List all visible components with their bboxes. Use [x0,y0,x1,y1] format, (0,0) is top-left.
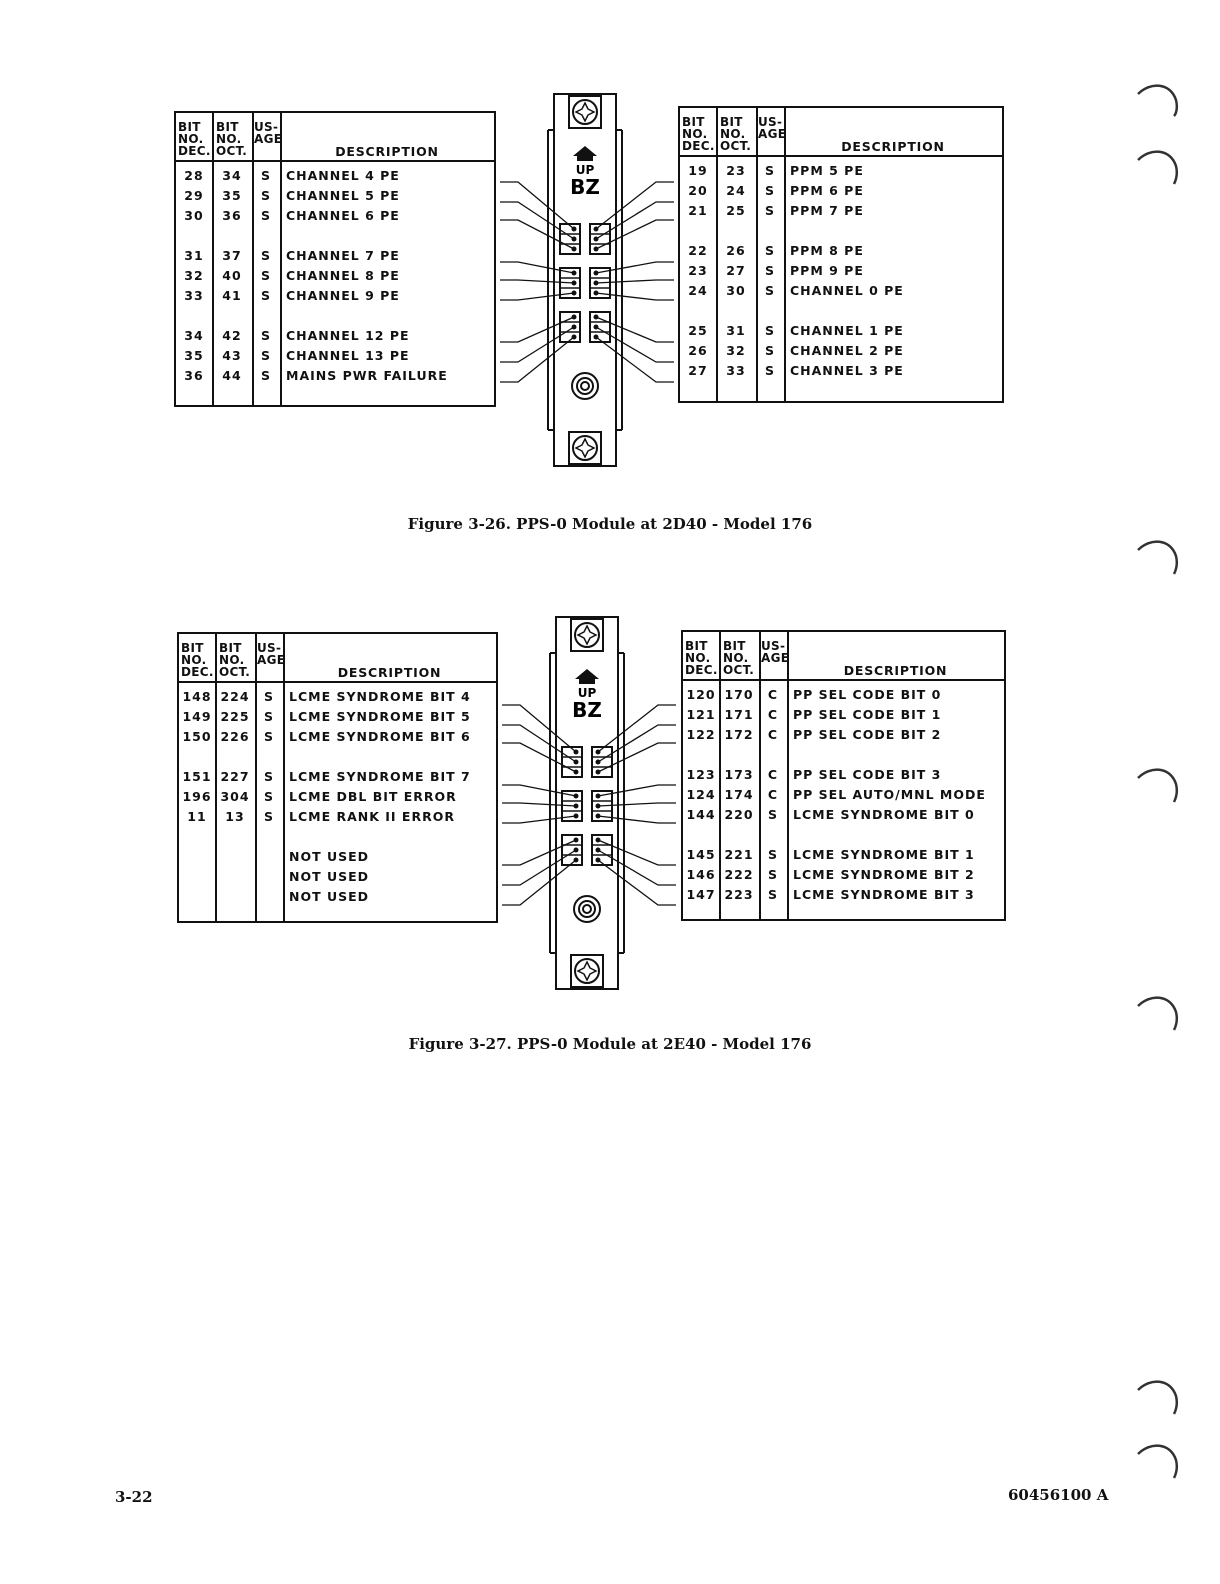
usage-cell: S [764,343,775,358]
bit-dec-header: BIT NO. DEC. [181,641,214,679]
usage-cell: S [263,789,274,804]
usage-cell: S [767,807,778,822]
description-cell: CHANNEL 12 PE [286,328,410,343]
bit-dec-cell: 20 [688,183,708,198]
bit-dec-cell: 33 [184,288,204,303]
bit-dec-cell: 123 [686,767,716,782]
bit-oct-cell: 23 [726,163,746,178]
bit-oct-cell: 226 [220,729,250,744]
table-row [176,208,494,226]
bit-dec-cell: 26 [688,343,708,358]
description-header: DESCRIPTION [843,663,948,678]
figure-3-26-right-table [678,106,1004,403]
usage-cell: C [767,707,779,722]
table-row [680,343,1002,361]
leader-line [500,280,574,283]
description-cell: PP SEL AUTO/MNL MODE [793,787,986,802]
connector-block-left [562,835,582,865]
bit-dec-cell: 124 [686,787,716,802]
table-row [683,807,1004,825]
description-cell: PPM 5 PE [790,163,864,178]
table-row [179,769,496,787]
description-cell: CHANNEL 9 PE [286,288,400,303]
leader-line [596,280,674,283]
hex-nut-icon [572,373,598,399]
table-row [683,727,1004,745]
table-row [683,887,1004,905]
usage-cell: S [263,809,274,824]
table-row [680,203,1002,221]
bit-dec-cell: 35 [184,348,204,363]
table-row [680,283,1002,301]
bit-dec-cell: 122 [686,727,716,742]
bit-dec-cell: 19 [688,163,708,178]
bit-oct-cell: 37 [222,248,242,263]
description-cell: CHANNEL 4 PE [286,168,400,183]
table-row [680,263,1002,281]
description-cell: PP SEL CODE BIT 1 [793,707,942,722]
table-row [176,348,494,366]
header-divider [176,160,494,162]
bit-oct-header: BIT NO. OCT. [723,639,755,677]
bit-dec-cell: 30 [184,208,204,223]
bit-oct-cell: 40 [222,268,242,283]
bit-oct-cell: 224 [220,689,250,704]
bit-oct-cell: 225 [220,709,250,724]
description-cell: PP SEL CODE BIT 0 [793,687,942,702]
usage-cell: S [764,183,775,198]
description-cell: CHANNEL 2 PE [790,343,904,358]
figure-3-27-caption: Figure 3-27. PPS-0 Module at 2E40 - Model 176 [408,1035,812,1053]
bit-dec-cell: 36 [184,368,204,383]
screw-icon [569,432,601,464]
figure-3-27-connector-diagram [498,613,680,993]
table-row [680,163,1002,181]
bit-dec-cell: 148 [182,689,212,704]
usage-cell: S [260,368,271,383]
bit-dec-header: BIT NO. DEC. [685,639,718,677]
usage-cell: S [764,323,775,338]
leader-line [598,803,676,806]
bit-dec-cell: 147 [686,887,716,902]
description-header: DESCRIPTION [841,139,945,154]
table-row [176,168,494,186]
page-number: 3-22 [115,1488,153,1506]
usage-header: US- AGE [257,641,286,667]
usage-cell: S [767,887,778,902]
bit-dec-cell: 121 [686,707,716,722]
bit-oct-cell: 24 [726,183,746,198]
bit-oct-cell: 171 [724,707,754,722]
leader-line [500,337,574,382]
usage-cell: S [260,248,271,263]
usage-cell: C [767,787,779,802]
figure-3-27-right-table [681,630,1006,921]
bit-dec-cell: 29 [184,188,204,203]
bit-oct-cell: 304 [220,789,250,804]
bit-oct-cell: 227 [220,769,250,784]
bit-oct-cell: 35 [222,188,242,203]
bit-dec-cell: 28 [184,168,204,183]
usage-header: US- AGE [758,115,787,141]
description-cell: LCME SYNDROME BIT 3 [793,887,975,902]
bit-oct-cell: 25 [726,203,746,218]
description-cell: LCME SYNDROME BIT 1 [793,847,975,862]
description-cell: CHANNEL 1 PE [790,323,904,338]
table-row [179,729,496,747]
bit-oct-cell: 31 [726,323,746,338]
table-row [683,767,1004,785]
table-row [680,243,1002,261]
bit-oct-header: BIT NO. OCT. [219,641,251,679]
bit-dec-cell: 196 [182,789,212,804]
usage-cell: S [764,283,775,298]
usage-cell: S [764,363,775,378]
bit-oct-cell: 223 [724,887,754,902]
usage-cell: S [764,263,775,278]
figure-3-26-connector-diagram [496,90,678,470]
bit-dec-cell: 11 [187,809,207,824]
description-cell: CHANNEL 6 PE [286,208,400,223]
bit-dec-cell: 149 [182,709,212,724]
screw-icon [571,619,603,651]
leader-line [500,317,574,342]
usage-cell: S [263,729,274,744]
leader-line [500,182,574,229]
bit-oct-cell: 42 [222,328,242,343]
table-row [179,849,496,867]
usage-cell: S [263,769,274,784]
description-cell: CHANNEL 13 PE [286,348,410,363]
description-cell: MAINS PWR FAILURE [286,368,448,383]
leader-line [502,860,576,905]
bit-dec-cell: 21 [688,203,708,218]
description-cell: LCME SYNDROME BIT 0 [793,807,975,822]
bit-oct-cell: 30 [726,283,746,298]
usage-cell: S [260,348,271,363]
description-cell: LCME DBL BIT ERROR [289,789,457,804]
connector-block-right [590,224,610,254]
bit-dec-cell: 22 [688,243,708,258]
up-label: UP [577,686,597,700]
bit-dec-header: BIT NO. DEC. [682,115,715,153]
description-cell: LCME SYNDROME BIT 5 [289,709,471,724]
description-cell: PP SEL CODE BIT 2 [793,727,942,742]
description-cell: PPM 7 PE [790,203,864,218]
bit-oct-cell: 44 [222,368,242,383]
usage-cell: S [260,168,271,183]
table-row [683,687,1004,705]
usage-cell: S [260,268,271,283]
bit-oct-cell: 43 [222,348,242,363]
description-cell: PP SEL CODE BIT 3 [793,767,942,782]
table-row [680,363,1002,381]
description-header: DESCRIPTION [335,144,439,159]
leader-line [596,317,674,342]
usage-cell: S [260,208,271,223]
bit-oct-cell: 170 [724,687,754,702]
bit-dec-cell: 150 [182,729,212,744]
bit-dec-cell: 151 [182,769,212,784]
table-row [683,847,1004,865]
description-cell: CHANNEL 3 PE [790,363,904,378]
description-cell: LCME SYNDROME BIT 6 [289,729,471,744]
leader-line [598,860,676,905]
table-row [176,328,494,346]
table-row [680,183,1002,201]
connector-block-right [592,747,612,777]
table-row [179,869,496,887]
bit-oct-cell: 174 [724,787,754,802]
description-cell: PPM 9 PE [790,263,864,278]
bit-oct-cell: 221 [724,847,754,862]
connector-block-right [590,312,610,342]
bit-dec-cell: 31 [184,248,204,263]
leader-line [502,705,576,752]
usage-cell: C [767,767,779,782]
bit-dec-cell: 32 [184,268,204,283]
margin-binding-marks [1130,70,1190,1490]
usage-cell: C [767,727,779,742]
bit-oct-cell: 36 [222,208,242,223]
description-cell: CHANNEL 8 PE [286,268,400,283]
leader-line [596,337,674,382]
bit-oct-cell: 172 [724,727,754,742]
header-divider [683,679,1004,681]
usage-cell: S [263,689,274,704]
bit-dec-cell: 27 [688,363,708,378]
table-row [176,268,494,286]
connector-block-left [560,312,580,342]
header-divider [179,681,496,683]
usage-cell: S [263,709,274,724]
connector-block-left [560,224,580,254]
up-label: UP [575,163,595,177]
usage-cell: S [260,288,271,303]
description-cell: PPM 6 PE [790,183,864,198]
screw-icon [571,955,603,987]
bit-dec-cell: 145 [686,847,716,862]
usage-cell: S [764,243,775,258]
usage-header: US- AGE [761,639,790,665]
bit-dec-cell: 25 [688,323,708,338]
table-row [179,809,496,827]
leader-line [502,840,576,865]
description-cell: NOT USED [289,849,370,864]
table-row [680,323,1002,341]
bit-dec-cell: 23 [688,263,708,278]
table-row [179,789,496,807]
usage-cell: S [767,867,778,882]
usage-cell: S [767,847,778,862]
bit-dec-cell: 120 [686,687,716,702]
bit-oct-cell: 222 [724,867,754,882]
description-cell: NOT USED [289,889,370,904]
usage-header: US- AGE [254,120,283,146]
table-row [176,188,494,206]
bit-oct-cell: 26 [726,243,746,258]
table-row [683,707,1004,725]
connector-block-right [592,835,612,865]
up-arrow-icon [573,146,597,156]
table-row [179,709,496,727]
up-arrow-icon [575,669,599,679]
module-name-label: BZ [570,175,600,199]
usage-cell: S [764,163,775,178]
bit-dec-cell: 146 [686,867,716,882]
document-number: 60456100 A [1008,1486,1109,1504]
description-cell: LCME RANK II ERROR [289,809,455,824]
bit-oct-cell: 13 [225,809,245,824]
description-cell: LCME SYNDROME BIT 2 [793,867,975,882]
bit-oct-header: BIT NO. OCT. [216,120,248,158]
figure-3-27-left-table [177,632,498,923]
table-row [683,787,1004,805]
description-cell: CHANNEL 5 PE [286,188,400,203]
bit-oct-cell: 41 [222,288,242,303]
usage-cell: C [767,687,779,702]
leader-line [598,705,676,752]
bit-oct-cell: 220 [724,807,754,822]
leader-line [596,182,674,229]
connector-block-left [562,747,582,777]
description-cell: CHANNEL 0 PE [790,283,904,298]
bit-oct-cell: 173 [724,767,754,782]
bit-dec-header: BIT NO. DEC. [178,120,211,158]
bit-dec-cell: 144 [686,807,716,822]
bit-oct-cell: 27 [726,263,746,278]
usage-cell: S [260,188,271,203]
screw-icon [569,96,601,128]
figure-3-26-left-table [174,111,496,407]
bit-oct-cell: 32 [726,343,746,358]
bit-dec-cell: 24 [688,283,708,298]
description-cell: LCME SYNDROME BIT 7 [289,769,471,784]
table-row [683,867,1004,885]
module-name-label: BZ [572,698,602,722]
header-divider [680,155,1002,157]
hex-nut-icon [574,896,600,922]
bit-oct-cell: 34 [222,168,242,183]
bit-oct-cell: 33 [726,363,746,378]
usage-cell: S [260,328,271,343]
leader-line [598,840,676,865]
table-row [176,288,494,306]
description-cell: CHANNEL 7 PE [286,248,400,263]
table-row [176,248,494,266]
description-header: DESCRIPTION [337,665,442,680]
leader-line [502,803,576,806]
bit-oct-header: BIT NO. OCT. [720,115,752,153]
table-row [179,889,496,907]
table-row [179,689,496,707]
table-row [176,368,494,386]
bit-dec-cell: 34 [184,328,204,343]
figure-3-26-caption: Figure 3-26. PPS-0 Module at 2D40 - Model 176 [407,515,813,533]
description-cell: PPM 8 PE [790,243,864,258]
description-cell: NOT USED [289,869,370,884]
usage-cell: S [764,203,775,218]
description-cell: LCME SYNDROME BIT 4 [289,689,471,704]
